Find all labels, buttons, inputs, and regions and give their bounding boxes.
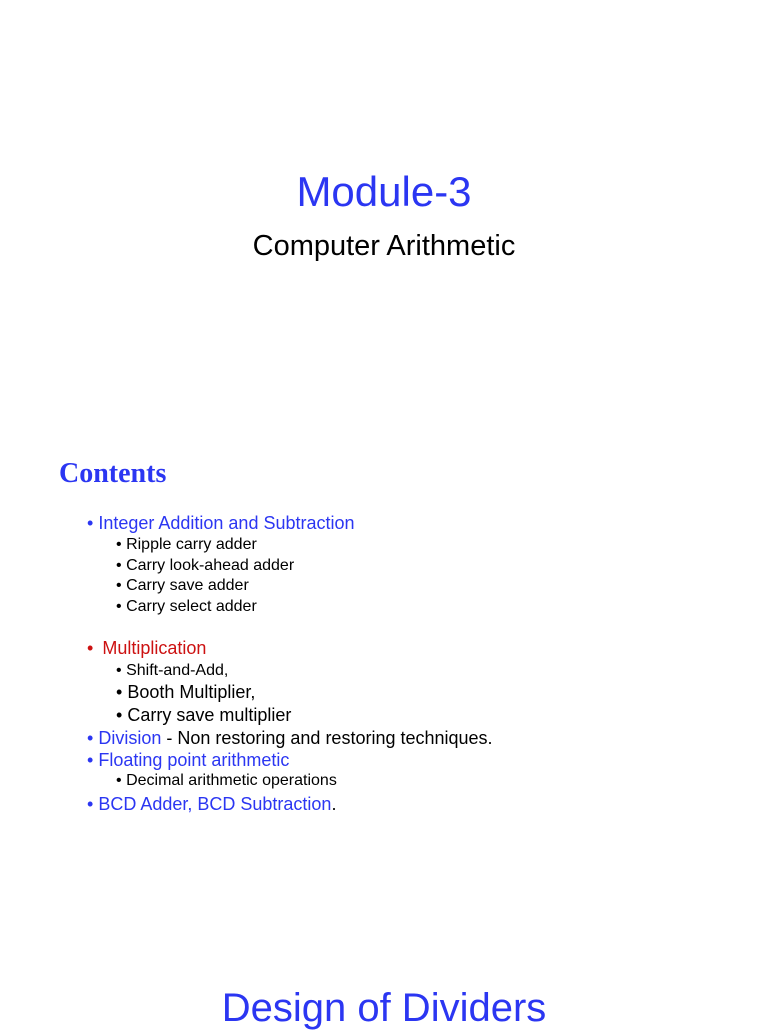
list-item-text: Division	[98, 728, 162, 748]
divider-slide	[0, 940, 768, 1030]
bullet-icon: •	[116, 682, 123, 702]
bullet-icon: •	[116, 598, 122, 615]
list-item	[116, 555, 294, 577]
contents-heading: Contents	[59, 458, 167, 489]
bullet-icon: •	[87, 728, 94, 748]
list-item-text: Ripple carry adder	[126, 536, 257, 553]
list-item-text: Carry save multiplier	[127, 705, 292, 725]
list-item	[116, 596, 257, 618]
list-item-text: BCD Adder, BCD Subtraction	[98, 794, 332, 814]
list-item	[87, 512, 355, 534]
bullet-icon: •	[116, 662, 122, 679]
list-item-text: Integer Addition and Subtraction	[98, 513, 355, 533]
list-item-text: Floating point arithmetic	[98, 750, 290, 770]
slide-title: Module-3	[296, 168, 472, 215]
bullet-icon: •	[87, 513, 94, 533]
bullet-icon: •	[116, 557, 122, 574]
list-item	[116, 534, 257, 556]
list-item-text: Multiplication	[102, 638, 207, 658]
list-item	[116, 681, 255, 703]
bullet-icon: •	[87, 794, 94, 814]
slide-subtitle: Computer Arithmetic	[252, 230, 516, 262]
bullet-icon: •	[116, 772, 122, 789]
bullet-icon: •	[87, 750, 94, 770]
list-item-suffix: .	[331, 794, 337, 814]
bullet-icon: •	[116, 705, 123, 725]
list-item-text: Booth Multiplier,	[127, 682, 256, 702]
list-item	[116, 704, 291, 726]
contents-slide	[0, 400, 768, 870]
list-item	[87, 749, 289, 771]
list-item	[116, 575, 249, 597]
list-item-text: Decimal arithmetic operations	[126, 772, 337, 789]
list-item	[116, 770, 337, 792]
list-item-text: Carry save adder	[126, 577, 249, 594]
list-item	[116, 660, 228, 682]
bullet-icon: •	[116, 536, 122, 553]
bullet-icon: •	[116, 577, 122, 594]
list-item	[87, 727, 493, 749]
slide-title: Design of Dividers	[221, 986, 547, 1030]
list-item-text: Shift-and-Add,	[126, 662, 229, 679]
list-item-text: Carry select adder	[126, 598, 257, 615]
list-item-suffix: - Non restoring and restoring techniques.	[161, 728, 493, 748]
bullet-icon: •	[87, 638, 94, 658]
list-item	[87, 637, 206, 659]
list-item-text: Carry look-ahead adder	[126, 557, 295, 574]
title-slide	[0, 0, 768, 400]
list-item	[87, 793, 336, 815]
